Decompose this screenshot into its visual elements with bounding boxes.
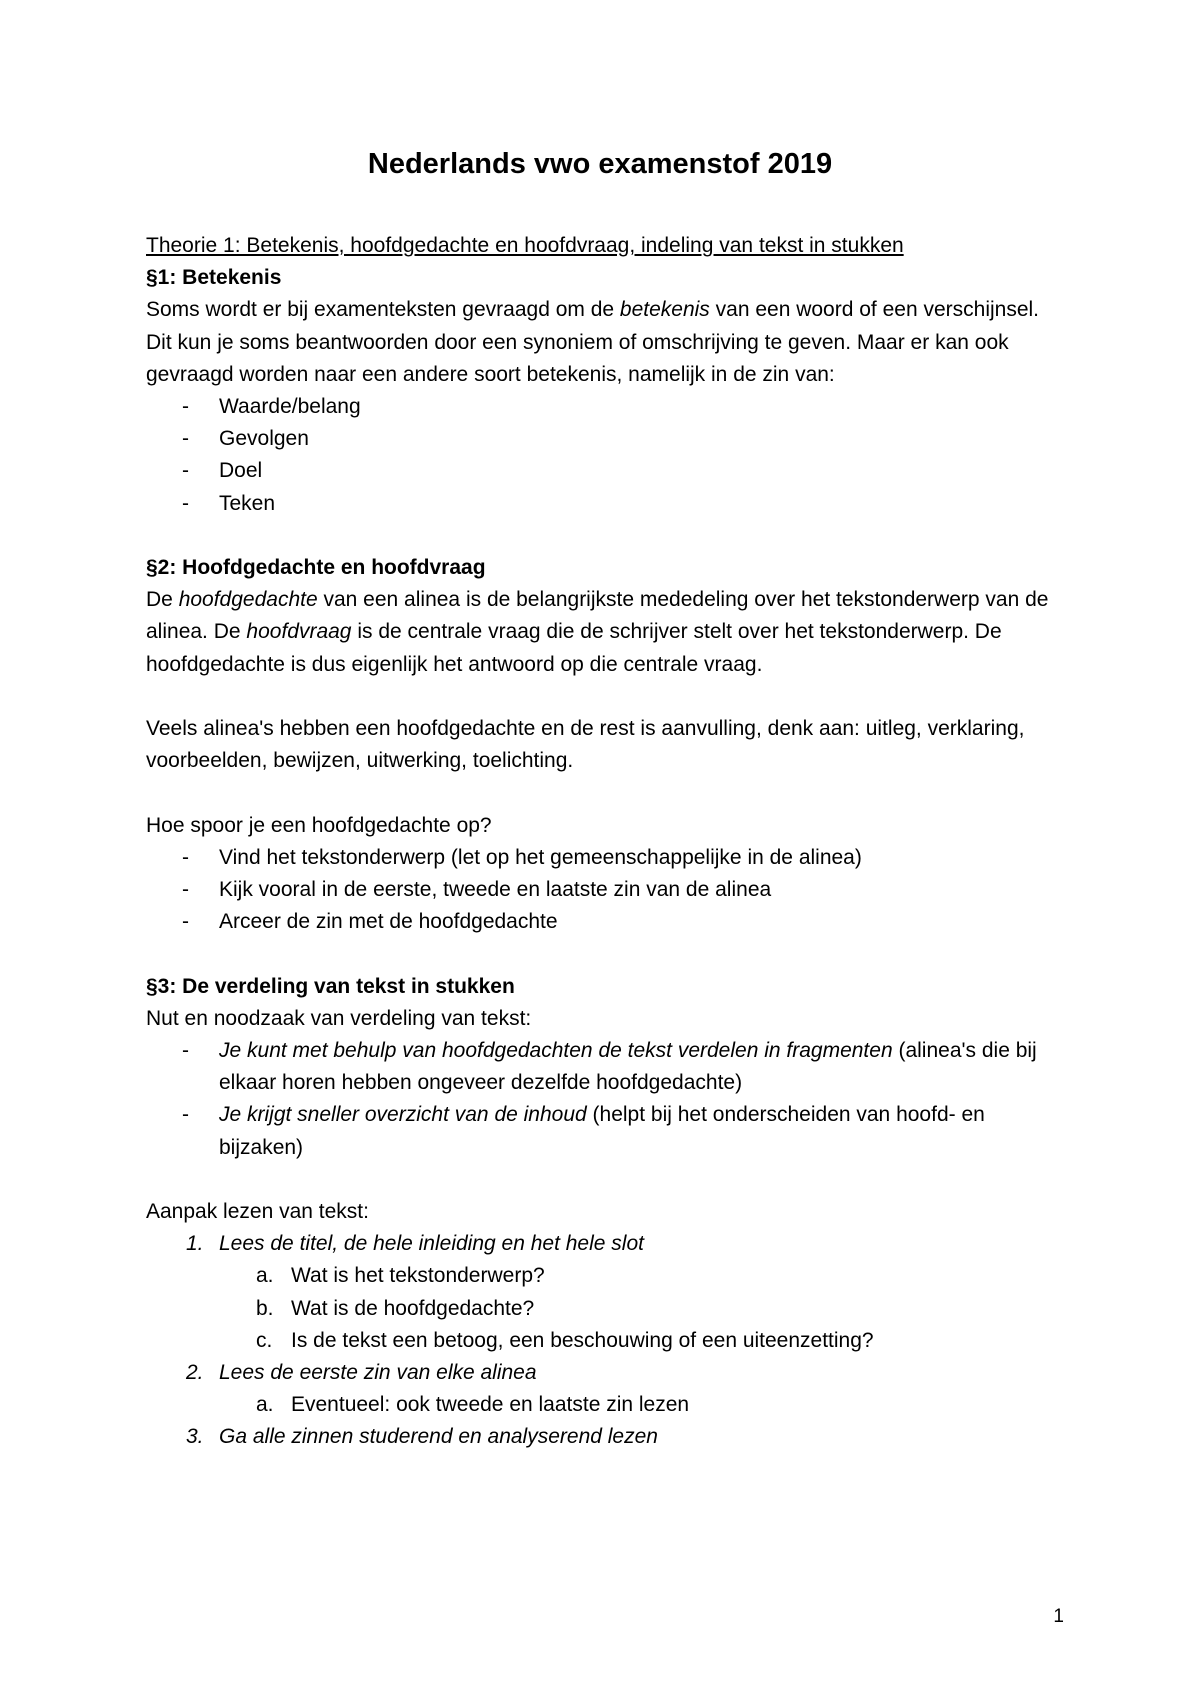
section-2-paragraph-2: Veels alinea's hebben een hoofdgedachte en de rest is aanvulling, denk aan: uitleg, verklaring, voorbeelden, bewijzen, uitwerking, toelichting. (146, 717, 1025, 773)
lettered-item: a. Eventueel: ook tweede en laatste zin lezen (256, 1393, 690, 1417)
list-item: - Waarde/belang (146, 391, 1066, 423)
section-3-paragraph-1: Nut en noodzaak van verdeling van tekst: (146, 1006, 532, 1030)
list-item: - Vind het tekstonderwerp (let op het gemeenschappelijke in de alinea) (146, 842, 1066, 874)
lettered-item: a. Wat is het tekstonderwerp? (256, 1264, 545, 1288)
section-2-list (146, 842, 1066, 939)
numbered-item: 3. Ga alle zinnen studerend en analyserend lezen (186, 1425, 658, 1449)
section-2-heading: §2: Hoofdgedachte en hoofdvraag (146, 556, 486, 580)
list-item: - Je kunt met behulp van hoofdgedachten de tekst verdelen in fragmenten (alinea's die bij elkaar horen hebben ongeveer dezelfde hoofdgedachte) (146, 1035, 1066, 1099)
numbered-item: 2. Lees de eerste zin van elke alinea (186, 1361, 537, 1385)
page-number: 1 (1053, 1606, 1064, 1627)
reading-steps-list (146, 1228, 1066, 1453)
dash-bullet: - (182, 427, 189, 451)
list-item: - Doel (146, 455, 1066, 487)
numbered-item: 1. Lees de titel, de hele inleiding en het hele slot (186, 1232, 644, 1256)
lettered-item: b. Wat is de hoofdgedachte? (256, 1296, 535, 1320)
dash-bullet: - (182, 910, 189, 934)
section-1-heading: §1: Betekenis (146, 266, 282, 290)
section-2-paragraph-1: De hoofdgedachte van een alinea is de belangrijkste mededeling over het tekstonderwerp van de alinea. De hoofdvraag is de centrale vraag die de schrijver stelt over het tekstonderwerp. De hoofdgedachte is dus eigenlijk het antwoord op die centrale vraag. (146, 588, 1049, 676)
section-1-list (146, 391, 1066, 520)
list-item: - Arceer de zin met de hoofdgedachte (146, 906, 1066, 938)
document-body (146, 230, 1066, 1454)
list-item: - Gevolgen (146, 423, 1066, 455)
dash-bullet: - (182, 395, 189, 419)
section-3-paragraph-2: Aanpak lezen van tekst: (146, 1200, 369, 1224)
section-3-list (146, 1035, 1066, 1164)
dash-bullet: - (182, 1039, 189, 1063)
list-item: - Je krijgt sneller overzicht van de inhoud (helpt bij het onderscheiden van hoofd- en bijzaken) (146, 1099, 1066, 1163)
lettered-item: c. Is de tekst een betoog, een beschouwing of een uiteenzetting? (256, 1328, 874, 1352)
theory-heading: Theorie 1: Betekenis, hoofdgedachte en hoofdvraag, indeling van tekst in stukken (146, 234, 904, 257)
document-title: Nederlands vwo examenstof 2019 (367, 148, 833, 180)
list-item: - Kijk vooral in de eerste, tweede en laatste zin van de alinea (146, 874, 1066, 906)
list-item: - Teken (146, 488, 1066, 520)
dash-bullet: - (182, 878, 189, 902)
dash-bullet: - (182, 845, 189, 869)
section-2-paragraph-3: Hoe spoor je een hoofdgedachte op? (146, 813, 492, 837)
dash-bullet: - (182, 1103, 189, 1127)
dash-bullet: - (182, 491, 189, 515)
section-3-heading: §3: De verdeling van tekst in stukken (146, 974, 515, 998)
section-1-paragraph: Soms wordt er bij examenteksten gevraagd om de betekenis van een woord of een verschijnsel. Dit kun je soms beantwoorden door een synoniem of omschrijving te geven. Maar er kan ook gevraagd worden naar een andere soort betekenis, namelijk in de zin van: (146, 298, 1040, 386)
dash-bullet: - (182, 459, 189, 483)
